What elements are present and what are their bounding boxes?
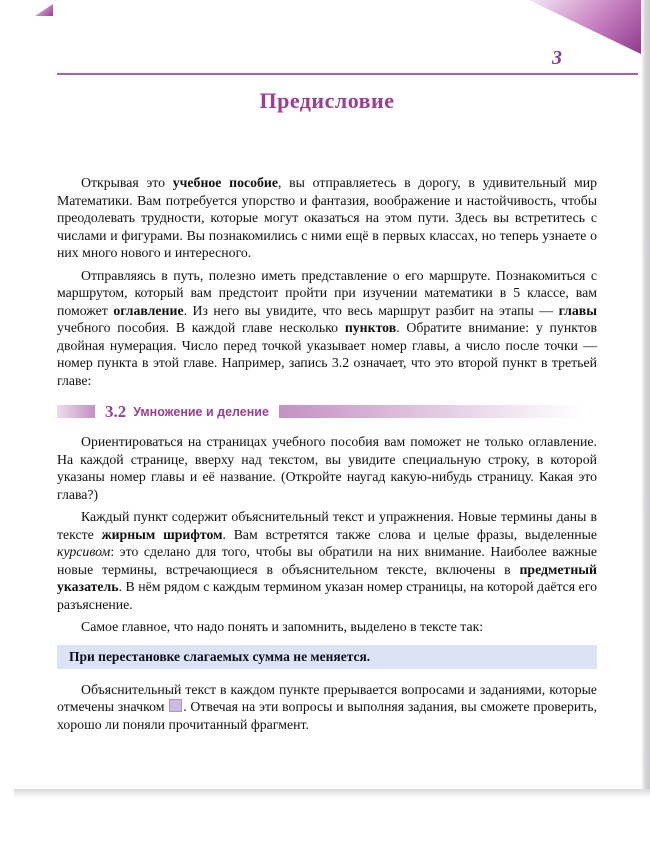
paragraph-3: Ориентироваться на страницах учебного пособия вам поможет не только оглавление. На каждой странице, вверху над текстом, вы увидите специальную строку, в которой указаны номер главы и её название. (Откройте наугад какую-нибудь страницу. Какая это глава?): [57, 434, 597, 502]
corner-triangle-right-icon: [529, 0, 641, 54]
paragraph-1: Открывая это учебное пособие, вы отправляетесь в дорогу, в удивительный мир Математики. Вам потребуется упорство и фантазия, воображение и настойчивость, чтобы преодолевать трудности, которые могут оказаться на этом пути. Здесь вы встретитесь с числами и фигурами. Вы познакомились с ними ещё в первых классах, но теперь узнаете о них много нового и интересного.: [57, 175, 597, 260]
gradient-bar-right: [279, 405, 597, 418]
highlight-box: [57, 645, 597, 669]
paragraph-4: Каждый пункт содержит объяснительный текст и упражнения. Новые термины даны в тексте жирным шрифтом. Вам встретятся также слова и целые фразы, выделенные курсивом: это сделано для того, чтобы вы обратили на них внимание. Наиболее важные новые термины, встречающиеся в объяснительном тексте, включены в предметный указатель. В нём рядом с каждым термином указан номер страницы, на которой даётся его разъяснение.: [57, 509, 598, 612]
gradient-bar-left: [57, 405, 95, 418]
page-content: [57, 88, 597, 738]
section-header-example: [57, 402, 597, 421]
page-title: Предисловие: [259, 88, 395, 113]
paragraph-2: Отправляясь в путь, полезно иметь представление о его маршруте. Познакомиться с маршрутом, который вам предстоит пройти при изучении математики в 5 классе, вам поможет оглавление. Из него вы увидите, что весь маршрут разбит на этапы — главы учебного пособия. В каждой главе несколько пунктов. Обратите внимание: у пунктов двойная нумерация. Число перед точкой указывает номер главы, а число после точки — номер пункта в этой главе. Например, запись 3.2 означает, что это второй пункт в третьей главе:: [57, 267, 597, 388]
section-title: Умножение и деление: [133, 404, 269, 419]
page-edge-right: [641, 0, 650, 791]
square-marker-icon: [169, 699, 182, 712]
corner-triangle-left-icon: [35, 4, 53, 16]
paragraph-6: Объяснительный текст в каждом пункте прерывается вопросами и заданиями, которые отмечены значком . Отвечая на эти вопросы и выполняя задания, вы сможете проверить, хорошо ли поняли прочитанный фрагмент.: [57, 681, 597, 732]
header-rule: [57, 73, 638, 75]
page-edge-bottom: [14, 789, 650, 798]
highlight-text: При перестановке слагаемых сумма не меняется.: [69, 648, 371, 664]
paragraph-5: Самое главное, что надо понять и запомнить, выделено в тексте так:: [81, 619, 484, 634]
page-number: 3: [552, 47, 562, 69]
section-number: 3.2: [105, 401, 127, 421]
